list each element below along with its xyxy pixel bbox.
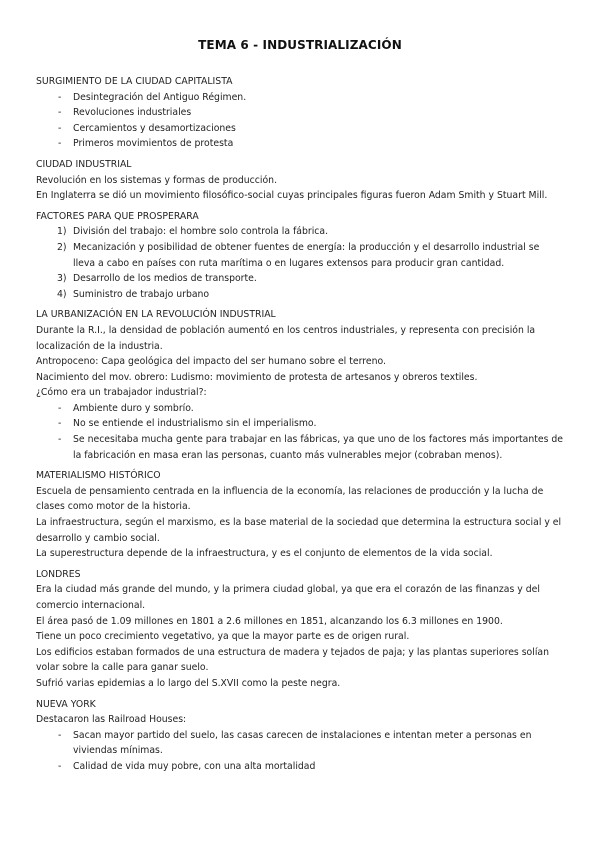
paragraph: Tiene un poco crecimiento vegetativo, ya que la mayor parte es de origen rural. xyxy=(36,631,410,643)
number-marker: 3) xyxy=(57,273,67,285)
number-marker: 4) xyxy=(57,288,67,300)
paragraph: Destacaron las Railroad Houses: xyxy=(36,714,187,726)
paragraph: Sufrió varias epidemias a lo largo del S.XVII como la peste negra. xyxy=(36,677,341,689)
dash-marker: - xyxy=(58,418,62,430)
list-item: - Primeros movimientos de protesta xyxy=(36,136,564,152)
section-nueva-york xyxy=(36,697,564,775)
page-title: TEMA 6 - INDUSTRIALIZACIÓN xyxy=(198,38,402,52)
dash-marker: - xyxy=(58,434,62,446)
section-heading: LA URBANIZACIÓN EN LA REVOLUCIÓN INDUSTRIAL xyxy=(36,309,276,321)
numbered-list xyxy=(36,224,564,302)
list-item: - Ambiente duro y sombrío. xyxy=(36,401,564,417)
section-londres xyxy=(36,567,564,692)
paragraph: Durante la R.I., la densidad de población aumentó en los centros industriales, y representa con precisión la localización de la industria. xyxy=(36,324,536,352)
section-heading: LONDRES xyxy=(36,568,81,580)
list-item: 2) Mecanización y posibilidad de obtener fuentes de energía: la producción y el desarrollo industrial se lleva a cabo en países con ruta marítima o en lugares extensos para producir gran cantidad. xyxy=(57,241,540,269)
section-heading: NUEVA YORK xyxy=(36,698,96,710)
paragraph: Escuela de pensamiento centrada en la influencia de la economía, las relaciones de producción y la lucha de clases como motor de la historia. xyxy=(36,485,544,513)
section-heading: MATERIALISMO HISTÓRICO xyxy=(36,470,161,482)
list-item: - Calidad de vida muy pobre, con una alta mortalidad xyxy=(36,759,564,775)
paragraph: Los edificios estaban formados de una estructura de madera y tejados de paja; y las plantas superiores solían volar sobre la calle para ganar suelo. xyxy=(36,646,549,674)
dash-marker: - xyxy=(58,107,62,119)
list-item: 3) Desarrollo de los medios de transporte. xyxy=(36,271,564,287)
list-item: - Desintegración del Antiguo Régimen. xyxy=(36,90,564,106)
paragraph: Antropoceno: Capa geológica del impacto del ser humano sobre el terreno. xyxy=(36,356,386,368)
section-ciudad-industrial xyxy=(36,157,564,204)
section-heading: CIUDAD INDUSTRIAL xyxy=(36,158,132,170)
section-factores xyxy=(36,209,564,303)
list-item: 1) División del trabajo: el hombre solo controla la fábrica. xyxy=(36,224,564,240)
paragraph: ¿Cómo era un trabajador industrial?: xyxy=(36,387,207,399)
bullet-list xyxy=(36,90,564,152)
list-item: 4) Suministro de trabajo urbano xyxy=(36,287,564,303)
section-heading: SURGIMIENTO DE LA CIUDAD CAPITALISTA xyxy=(36,76,233,87)
list-item: - Sacan mayor partido del suelo, las casas carecen de instalaciones e intentan meter a personas en viviendas mínimas. xyxy=(58,729,532,757)
paragraph: El área pasó de 1.09 millones en 1801 a 2.6 millones en 1851, alcanzando los 6.3 millones en 1900. xyxy=(36,615,503,627)
dash-marker: - xyxy=(58,122,62,134)
section-urbanizacion xyxy=(36,307,564,463)
dash-marker: - xyxy=(58,402,62,414)
number-marker: 2) xyxy=(57,241,67,253)
list-item: - No se entiende el industrialismo sin el imperialismo. xyxy=(36,416,564,432)
paragraph: La superestructura depende de la infraestructura, y es el conjunto de elementos de la vida social. xyxy=(36,548,493,560)
section-surgimiento xyxy=(36,74,564,152)
bullet-list xyxy=(36,401,564,463)
list-item: - Revoluciones industriales xyxy=(36,105,564,121)
paragraph: Revolución en los sistemas y formas de producción. xyxy=(36,174,278,186)
section-materialismo xyxy=(36,468,564,562)
paragraph: La infraestructura, según el marxismo, es la base material de la sociedad que determina la estructura social y el desarrollo y cambio social. xyxy=(36,517,562,544)
paragraph: Nacimiento del mov. obrero: Ludismo: movimiento de protesta de artesanos y obreros textiles. xyxy=(36,371,478,383)
list-item: - Cercamientos y desamortizaciones xyxy=(36,121,564,137)
paragraph: Era la ciudad más grande del mundo, y la primera ciudad global, ya que era el corazón de las finanzas y del comercio internacional. xyxy=(36,584,540,611)
dash-marker: - xyxy=(58,138,62,150)
dash-marker: - xyxy=(58,91,62,103)
bullet-list xyxy=(36,728,564,775)
list-item: - Se necesitaba mucha gente para trabajar en las fábricas, ya que uno de los factores más importantes de la fabricación en masa eran las personas, cuanto más vulnerables mejor (cobraban menos). xyxy=(58,434,564,461)
dash-marker: - xyxy=(58,760,62,772)
section-heading: FACTORES PARA QUE PROSPERARA xyxy=(36,210,199,222)
number-marker: 1) xyxy=(57,226,67,238)
paragraph: En Inglaterra se dió un movimiento filosófico-social cuyas principales figuras fueron Adam Smith y Stuart Mill. xyxy=(36,190,548,202)
dash-marker: - xyxy=(58,729,62,741)
